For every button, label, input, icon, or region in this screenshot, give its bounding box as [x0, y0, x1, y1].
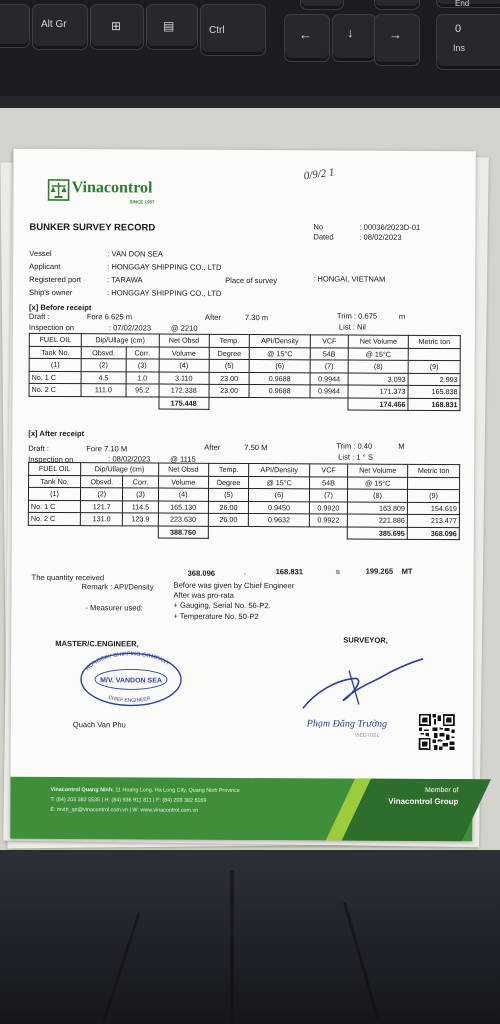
- svg-text:CHIEF ENGINEER: CHIEF ENGINEER: [107, 694, 151, 704]
- before-draft-after-value: 7.30 m: [244, 313, 269, 323]
- key-arrow-down: ↓: [332, 14, 376, 62]
- qr-code: [419, 714, 455, 750]
- no-label: No: [313, 222, 324, 232]
- header-vcf: VCF: [310, 335, 348, 348]
- surveyor-signature: [297, 650, 427, 721]
- document-title: BUNKER SURVEY RECORD: [29, 221, 156, 234]
- dated-value: : 08/02/2023: [359, 232, 402, 242]
- key-numpad-0: 0 Ins: [436, 14, 500, 70]
- key-arrow-left: ←: [284, 14, 330, 62]
- company-since: SINCE 1957: [129, 199, 155, 205]
- header-temp: Temp.: [208, 463, 249, 476]
- master-name: Quach Van Phu: [72, 720, 126, 730]
- quantity-minus: -: [243, 569, 247, 579]
- quantity-unit: MT: [401, 566, 413, 576]
- footer-member-of: Member of: [424, 786, 459, 795]
- remark-after: After was pro-rata: [173, 590, 234, 600]
- after-inspection-date: : 08/02/2023: [108, 454, 151, 464]
- header-temp: Temp.: [209, 334, 250, 347]
- after-draft-label: Draft :: [28, 443, 49, 453]
- header-dip-ullage: Dip/Ullage (cm): [81, 334, 159, 347]
- before-draft-label: Draft :: [28, 311, 50, 321]
- after-inspection-label: Inspection on: [28, 454, 74, 465]
- jeans-background: [0, 850, 500, 1024]
- after-inspection-time: @ 1115: [170, 454, 196, 464]
- key-top-2: [374, 0, 420, 10]
- before-total-obsd: 175.448: [158, 397, 208, 410]
- table-row: No. 1 C 121.7 114.5 165.130 26.00 0.9450 0.9920 163.809 154.619: [28, 500, 459, 515]
- header-net-volume: Net Volume: [348, 335, 408, 348]
- before-inspection-label: Inspection on: [28, 322, 75, 333]
- svg-text:HONGGAY SHIPPING COMPANY: HONGGAY SHIPPING COMPANY: [84, 651, 171, 673]
- place-of-survey-value: : HONGAI, VIETNAM: [313, 274, 386, 284]
- after-draft-after-label: After: [204, 442, 221, 452]
- header-fuel-oil: FUEL OIL: [29, 333, 81, 346]
- key-ctrl: Ctrl: [200, 4, 266, 56]
- after-list: List : 1 ° S: [338, 452, 373, 462]
- key-altgr: Alt Gr: [32, 4, 88, 50]
- key-arrow-right: →: [374, 14, 420, 66]
- registered-port-value: : TARAWA: [107, 275, 143, 285]
- table-row: No. 1 C 4.5 1.0 3.110 23.00 0.9688 0.9944 3.093 2.993: [29, 371, 460, 386]
- registered-port-label: Registered port: [29, 274, 82, 285]
- quantity-after-value: 368.096: [187, 568, 216, 578]
- before-inspection-date: : 07/02/2023: [108, 323, 152, 333]
- header-metric-ton: Metric ton: [408, 464, 460, 477]
- applicant-label: Applicant: [29, 261, 61, 272]
- key-end: End: [436, 0, 500, 8]
- table-header-row: Tank No. Obsvd. Corr. Volume Degree @ 15°C 54B @ 15°C: [29, 475, 460, 490]
- before-trim-unit: m: [398, 311, 406, 321]
- surveyor-code: VIEO 0321: [354, 732, 380, 739]
- footer-phone: T: (84) 203 382 5535 | H: (84) 936 911 811 | F: (84) 203 382 6169: [50, 796, 207, 804]
- remark-text: Before was given by Chief Engineer: [173, 580, 295, 591]
- table-total-row: [29, 396, 460, 411]
- table-header-row: (1) (2) (3) (4) (5) (6) (7) (8) (9): [28, 487, 459, 502]
- after-receipt-heading: [x] After receipt: [28, 428, 85, 439]
- quantity-equals: =: [335, 567, 341, 577]
- table-row: No. 2 C 111.0 95.2 172.338 23.00 0.9688 0.9944 171.373 165.838: [29, 383, 460, 398]
- footer-group: Vinacontrol Group: [388, 796, 459, 807]
- quantity-result: 199.265: [365, 566, 394, 576]
- header-fuel-oil: FUEL OIL: [29, 462, 81, 475]
- measurer-temperature: + Temperature No. 50-P2: [173, 611, 259, 622]
- surveyor-label: SURVEYOR,: [343, 635, 388, 645]
- key-menu: ▤: [146, 4, 198, 50]
- before-draft-after-label: After: [204, 312, 222, 322]
- table-total-row: [28, 525, 459, 540]
- table-header-row: (1) (2) (3) (4) (5) (6) (7) (8) (9): [29, 358, 460, 373]
- measurer-label: - Measurer used:: [85, 603, 143, 613]
- handwritten-note: 0/9/2 1: [303, 166, 336, 183]
- header-api-density: API/Density: [250, 335, 311, 348]
- scales-icon: [48, 179, 70, 201]
- header-vcf: VCF: [309, 464, 347, 477]
- key-left-edge: [0, 4, 30, 48]
- after-trim: Trim : 0.40: [336, 441, 373, 451]
- header-api-density: API/Density: [249, 464, 310, 477]
- after-draft-fore: Fore 7.10 M: [86, 444, 128, 454]
- company-stamp: [77, 649, 185, 708]
- key-top-1: [300, 0, 344, 10]
- before-trim: Trim : 0.675: [336, 311, 378, 321]
- after-draft-after-value: 7.50 M: [244, 443, 268, 453]
- vessel-label: Vessel: [29, 248, 52, 258]
- svg-text:M/V. VANDON SEA: M/V. VANDON SEA: [100, 677, 162, 685]
- quantity-before-value: 168.831: [275, 567, 304, 577]
- footer-address: Vinacontrol Quang Ninh: 11 Hoang Long, Ha Long City, Quang Ninh Province: [50, 786, 240, 794]
- before-inspection-time: @ 2210: [170, 323, 198, 333]
- after-receipt-table: [28, 462, 460, 540]
- surveyor-name: Phạm Đăng Trường: [306, 718, 388, 730]
- before-total-net: 174.466: [348, 398, 408, 411]
- after-total-obsd: 388.760: [158, 526, 208, 539]
- ship-owner-label: Ship's owner: [29, 287, 73, 298]
- before-draft-fore: Fore 6.625 m: [86, 312, 133, 322]
- vinacontrol-logo: [48, 177, 178, 206]
- after-total-net: 385.695: [347, 527, 407, 540]
- dated-label: Dated: [313, 232, 334, 242]
- measurer-gauging: + Gauging, Serial No. 56-P2.: [173, 600, 271, 611]
- company-name: Vinacontrol: [71, 179, 153, 197]
- place-of-survey-label: Place of survey: [225, 275, 278, 286]
- after-trim-unit: M: [398, 441, 405, 451]
- header-metric-ton: Metric ton: [408, 335, 460, 348]
- keyboard-background: [0, 0, 500, 110]
- quantity-label: The quantity received: [31, 572, 105, 583]
- after-total-mt: 368.096: [407, 527, 459, 540]
- master-label: MASTER/C.ENGINEER,: [55, 639, 139, 649]
- header-net-volume: Net Volume: [348, 464, 408, 477]
- table-row: No. 2 C 131.0 123.9 223.630 26.00 0.9632 0.9922 221.886 213.477: [28, 512, 459, 527]
- vessel-value: : VAN DON SEA: [107, 249, 163, 259]
- header-dip-ullage: Dip/Ullage (cm): [81, 463, 159, 476]
- before-list: List : Nil: [338, 322, 366, 332]
- no-value: : 00036/2023D-01: [359, 222, 421, 232]
- key-windows: ⊞: [90, 4, 144, 50]
- remark-label: Remark : API/Density: [81, 582, 154, 592]
- footer-email: E: mvth_qn@vinacontrol.com.vn | W: www.vinacontrol.com.vn: [50, 806, 199, 814]
- before-receipt-heading: [x] Before receipt: [28, 302, 92, 313]
- bunker-survey-record-sheet: [10, 149, 476, 841]
- before-total-mt: 168.831: [408, 398, 460, 411]
- applicant-value: : HONGGAY SHIPPING CO., LTD: [107, 262, 222, 272]
- document-footer: [10, 777, 472, 841]
- ship-owner-value: : HONGGAY SHIPPING CO., LTD: [107, 288, 222, 298]
- header-net-obsd: Net Obsd: [159, 334, 209, 347]
- before-receipt-table: [28, 333, 460, 411]
- table-header-row: Tank No. Obsvd. Corr. Volume Degree @ 15°C 54B @ 15°C: [29, 346, 460, 361]
- header-net-obsd: Net Obsd: [158, 463, 208, 476]
